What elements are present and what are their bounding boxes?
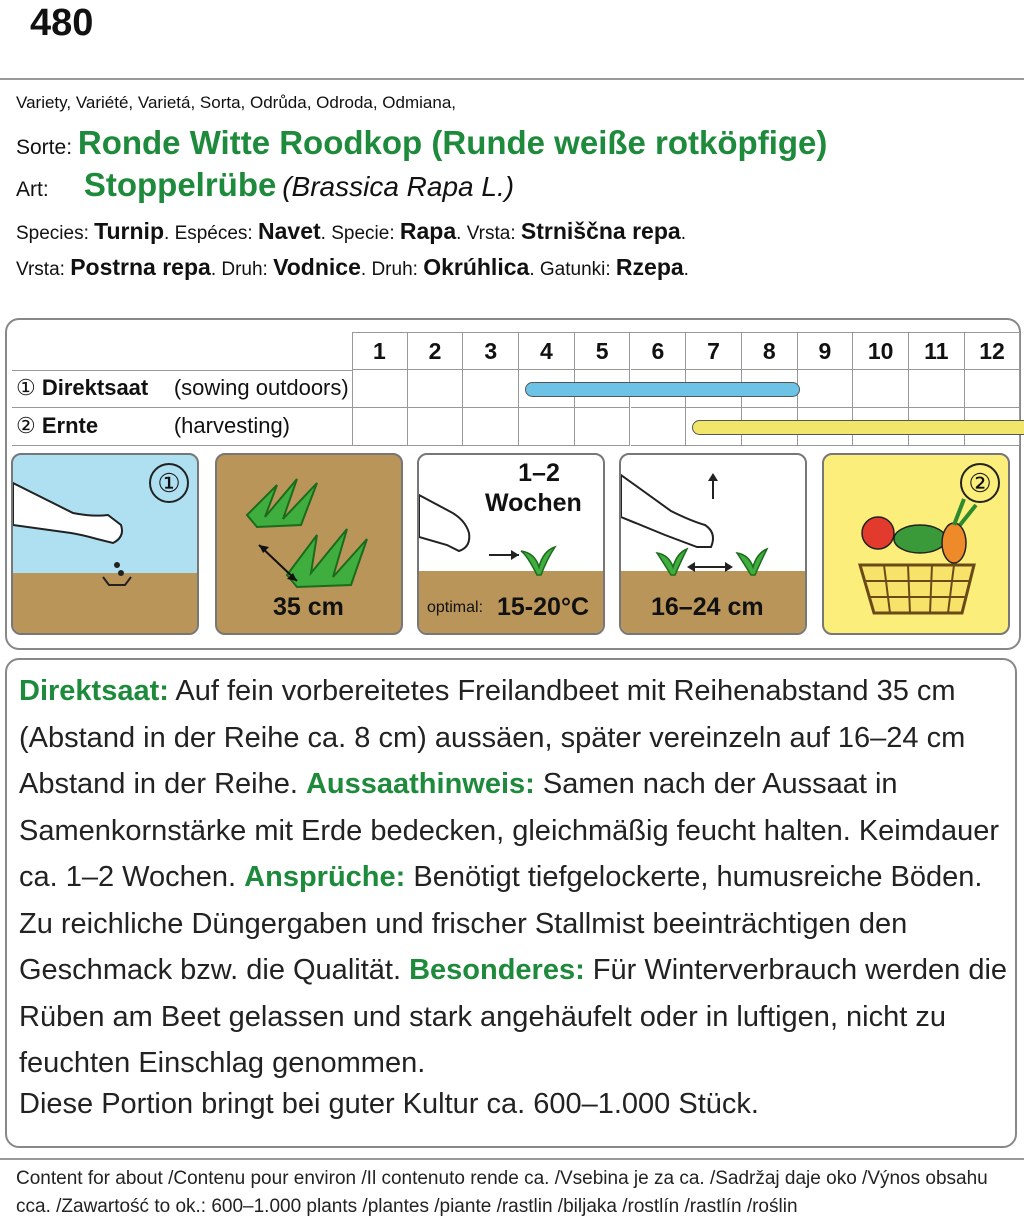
footer-contents: Content for about /Contenu pour environ /Il contenuto rende ca. /Vsebina je za ca. /Sadržaj daje oko /Výnos obsahu cca. /Zawartość to ok.: 600–1.000 plants /plantes /piante /rastlin /biljaka /rostlín /rastlín /roślin (16, 1168, 988, 1217)
species-name: Okrúhlica (423, 254, 530, 280)
month-header: 1 (352, 332, 408, 370)
harvest-period-bar (692, 420, 1024, 435)
art-row (16, 166, 514, 204)
description-panel (5, 658, 1017, 1148)
row-note: (harvesting) (173, 413, 290, 438)
species-separator: . (210, 259, 222, 280)
calendar-row-label (16, 375, 349, 401)
calendar-cell (408, 370, 464, 408)
month-header: 8 (742, 332, 798, 370)
species-separator: . (683, 259, 689, 280)
tile-label: 16–24 cm (651, 593, 764, 621)
portion-note: Diese Portion bringt bei guter Kultur ca. 600–1.000 Stück. (19, 1088, 759, 1120)
calendar-cell (909, 370, 965, 408)
section-heading: Direktsaat: (19, 675, 169, 707)
month-header: 4 (519, 332, 575, 370)
calendar-panel (5, 318, 1021, 650)
row-title: Ernte (41, 413, 99, 438)
tile-sowing (11, 453, 199, 635)
month-header: 6 (631, 332, 687, 370)
art-label: Art: (16, 178, 49, 201)
sorte-name: Ronde Witte Roodkop (Runde weiße rotköpfige) (77, 124, 828, 161)
sowing-period-bar (525, 382, 800, 397)
calendar-cell (408, 408, 464, 446)
species-name: Navet (258, 218, 321, 244)
species-separator: . (360, 259, 372, 280)
species-line-1 (16, 218, 686, 245)
row-title: Direktsaat (41, 375, 149, 400)
species-separator: . (320, 223, 332, 244)
row-number: ① (16, 375, 42, 400)
calendar-cell (352, 408, 408, 446)
month-header: 5 (575, 332, 631, 370)
section-text: Samen nach der Aussaat in Samenkornstärke mit Erde bedecken, gleichmäßig feucht halten. Keimdauer ca. 1–2 Wochen. (19, 768, 1000, 893)
germination-weeks-value: 1–2 (518, 459, 560, 487)
top-divider (0, 78, 1024, 80)
tile-thinning (619, 453, 807, 635)
germination-weeks-unit: Wochen (485, 489, 582, 517)
month-header: 10 (853, 332, 909, 370)
tile-badge: ① (149, 463, 189, 503)
calendar-row-label (16, 413, 290, 439)
section-heading: Besonderes: (409, 954, 585, 986)
art-latin: (Brassica Rapa L.) (282, 171, 515, 202)
calendar-cell (463, 370, 519, 408)
species-label: Species: (16, 223, 95, 244)
species-name: Vodnice (273, 254, 361, 280)
section-heading: Aussaathinweis: (305, 768, 535, 800)
tile-germination (417, 453, 605, 635)
month-header: 12 (965, 332, 1021, 370)
month-header: 2 (408, 332, 464, 370)
section-heading: Ansprüche: (244, 861, 406, 893)
species-label: Vrsta: (16, 259, 71, 280)
calendar-cell (352, 370, 408, 408)
month-header: 9 (798, 332, 854, 370)
species-separator: . (164, 223, 175, 244)
product-code: 480 (30, 2, 94, 44)
species-name: Rzepa (615, 254, 684, 280)
tile-label: 35 cm (273, 593, 344, 621)
variety-languages: Variety, Variété, Varietá, Sorta, Odrůda, Odroda, Odmiana, (16, 93, 457, 112)
section-text: Auf fein vorbereitetes Freilandbeet mit Reihenabstand 35 cm (Abstand in der Reihe ca. 8 cm) aussäen, später vereinzeln auf 16–24 cm Abstand in der Reihe. (19, 675, 966, 800)
tile-row-spacing (215, 453, 403, 635)
calendar-cell (798, 370, 854, 408)
sorte-label: Sorte: (16, 136, 73, 159)
species-name: Postrna repa (70, 254, 211, 280)
calendar-cell (463, 408, 519, 446)
month-header: 11 (909, 332, 965, 370)
species-label: Druh: (221, 259, 274, 280)
footer-divider (0, 1158, 1024, 1160)
calendar-cell (965, 370, 1021, 408)
description-text (19, 668, 1009, 1087)
species-label: Druh: (371, 259, 424, 280)
species-separator: . (529, 259, 540, 280)
calendar-cell (519, 408, 575, 446)
tile-badge: ② (960, 463, 1000, 503)
calendar-cell (631, 408, 687, 446)
species-line-2 (16, 254, 689, 281)
tile-label: 15-20°C (497, 593, 589, 621)
species-separator: . (680, 223, 686, 244)
species-separator: . (456, 223, 467, 244)
tile-prefix: optimal: (427, 599, 484, 616)
art-name: Stoppelrübe (83, 166, 277, 203)
tile-harvest (822, 453, 1010, 635)
section-text: Benötigt tiefgelockerte, humusreiche Böden. Zu reichliche Düngergaben und frischer Stallmist beeinträchtigen den Geschmack bzw. die Qualität. (19, 861, 983, 986)
species-label: Vrsta: (466, 223, 521, 244)
species-label: Espéces: (174, 223, 258, 244)
month-header: 3 (463, 332, 519, 370)
section-text: Für Winterverbrauch werden die Rüben am Beet gelassen und stark angehäufelt oder in luftigen, nicht zu feuchten Einschlag genommen. (19, 954, 1008, 1079)
calendar-cell (853, 370, 909, 408)
species-name: Strniščna repa (520, 218, 681, 244)
species-name: Rapa (399, 218, 457, 244)
calendar-cell (575, 408, 631, 446)
month-header: 7 (686, 332, 742, 370)
sorte-row (16, 124, 827, 162)
species-label: Gatunki: (539, 259, 616, 280)
row-note: (sowing outdoors) (173, 375, 349, 400)
species-label: Specie: (331, 223, 400, 244)
row-number: ② (16, 413, 42, 438)
species-name: Turnip (94, 218, 164, 244)
